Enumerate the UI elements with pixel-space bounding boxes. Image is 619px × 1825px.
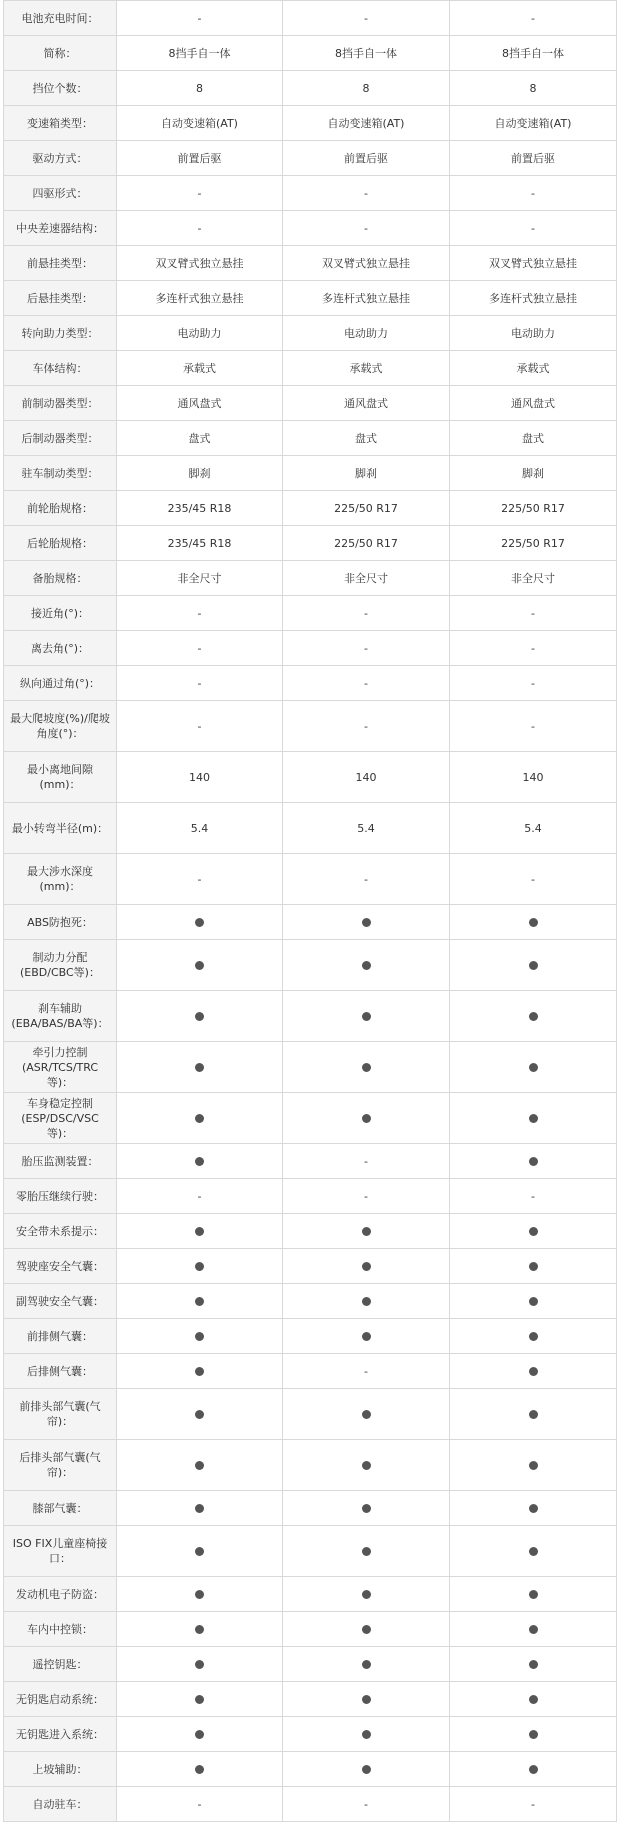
spec-value-col2: 8挡手自一体 xyxy=(283,36,450,71)
spec-value-col2: 通风盘式 xyxy=(283,386,450,421)
standard-feature-dot-icon xyxy=(529,1157,538,1166)
standard-feature-dot-icon xyxy=(362,1114,371,1123)
spec-row xyxy=(4,666,617,701)
spec-value-col3 xyxy=(450,1612,617,1647)
spec-row xyxy=(4,246,617,281)
spec-value-col2 xyxy=(283,1214,450,1249)
spec-value-col2 xyxy=(283,1752,450,1787)
standard-feature-dot-icon xyxy=(195,1695,204,1704)
spec-value-col2 xyxy=(283,1526,450,1577)
standard-feature-dot-icon xyxy=(362,1262,371,1271)
spec-value-col2: - xyxy=(283,1144,450,1179)
spec-label: 自动驻车： xyxy=(4,1787,117,1822)
spec-value-col3: - xyxy=(450,631,617,666)
spec-row xyxy=(4,1354,617,1389)
spec-row xyxy=(4,1526,617,1577)
spec-row xyxy=(4,1752,617,1787)
standard-feature-dot-icon xyxy=(529,1730,538,1739)
spec-label: 前悬挂类型： xyxy=(4,246,117,281)
spec-label: 车体结构： xyxy=(4,351,117,386)
spec-row xyxy=(4,561,617,596)
spec-value-col2: 8 xyxy=(283,71,450,106)
spec-row xyxy=(4,905,617,940)
spec-value-col3 xyxy=(450,1093,617,1144)
spec-value-col2: 5.4 xyxy=(283,803,450,854)
spec-value-col3 xyxy=(450,1682,617,1717)
standard-feature-dot-icon xyxy=(195,1063,204,1072)
spec-value-col3 xyxy=(450,1577,617,1612)
spec-label: 最大涉水深度(mm)： xyxy=(4,854,117,905)
spec-row xyxy=(4,940,617,991)
spec-value-col3 xyxy=(450,1752,617,1787)
spec-value-col1: 140 xyxy=(117,752,283,803)
spec-label: 前排侧气囊： xyxy=(4,1319,117,1354)
spec-label: 安全带未系提示： xyxy=(4,1214,117,1249)
standard-feature-dot-icon xyxy=(362,1410,371,1419)
spec-row xyxy=(4,421,617,456)
standard-feature-dot-icon xyxy=(362,1590,371,1599)
spec-value-col3 xyxy=(450,1389,617,1440)
spec-value-col3: 电动助力 xyxy=(450,316,617,351)
spec-value-col2: 承载式 xyxy=(283,351,450,386)
spec-value-col2: 自动变速箱(AT) xyxy=(283,106,450,141)
standard-feature-dot-icon xyxy=(529,1660,538,1669)
standard-feature-dot-icon xyxy=(529,1114,538,1123)
spec-value-col2: - xyxy=(283,666,450,701)
spec-value-col2: 脚刹 xyxy=(283,456,450,491)
spec-value-col2 xyxy=(283,1249,450,1284)
standard-feature-dot-icon xyxy=(362,961,371,970)
spec-row xyxy=(4,1249,617,1284)
spec-value-col2: - xyxy=(283,631,450,666)
spec-row xyxy=(4,351,617,386)
standard-feature-dot-icon xyxy=(195,1157,204,1166)
standard-feature-dot-icon xyxy=(529,1765,538,1774)
spec-value-col2: 盘式 xyxy=(283,421,450,456)
spec-value-col1 xyxy=(117,1752,283,1787)
spec-row xyxy=(4,1389,617,1440)
spec-value-col1: 通风盘式 xyxy=(117,386,283,421)
spec-label: 发动机电子防盗： xyxy=(4,1577,117,1612)
spec-value-col2: 225/50 R17 xyxy=(283,526,450,561)
spec-value-col3 xyxy=(450,1491,617,1526)
spec-value-col3 xyxy=(450,940,617,991)
spec-label: 制动力分配(EBD/CBC等)： xyxy=(4,940,117,991)
standard-feature-dot-icon xyxy=(362,1660,371,1669)
spec-table-body xyxy=(4,1,617,1822)
spec-value-col1 xyxy=(117,1284,283,1319)
spec-value-col3 xyxy=(450,1526,617,1577)
spec-value-col1 xyxy=(117,940,283,991)
spec-value-col3: 5.4 xyxy=(450,803,617,854)
spec-value-col1: 电动助力 xyxy=(117,316,283,351)
spec-value-col1 xyxy=(117,1144,283,1179)
spec-row xyxy=(4,1491,617,1526)
standard-feature-dot-icon xyxy=(529,1504,538,1513)
spec-row xyxy=(4,106,617,141)
spec-label: 无钥匙进入系统： xyxy=(4,1717,117,1752)
spec-row xyxy=(4,36,617,71)
spec-value-col3 xyxy=(450,1284,617,1319)
spec-value-col1 xyxy=(117,905,283,940)
spec-value-col2 xyxy=(283,1440,450,1491)
spec-value-col1: - xyxy=(117,1179,283,1214)
spec-value-col1: 前置后驱 xyxy=(117,141,283,176)
standard-feature-dot-icon xyxy=(195,961,204,970)
spec-value-col2: 140 xyxy=(283,752,450,803)
spec-value-col3 xyxy=(450,1354,617,1389)
standard-feature-dot-icon xyxy=(529,1410,538,1419)
spec-value-col2: 双叉臂式独立悬挂 xyxy=(283,246,450,281)
spec-value-col1: 235/45 R18 xyxy=(117,526,283,561)
spec-value-col1: - xyxy=(117,176,283,211)
spec-row xyxy=(4,854,617,905)
spec-value-col1 xyxy=(117,1389,283,1440)
spec-value-col1: 双叉臂式独立悬挂 xyxy=(117,246,283,281)
spec-value-col3: - xyxy=(450,1179,617,1214)
standard-feature-dot-icon xyxy=(529,1262,538,1271)
spec-value-col3 xyxy=(450,905,617,940)
spec-value-col2 xyxy=(283,1319,450,1354)
standard-feature-dot-icon xyxy=(195,1332,204,1341)
spec-row xyxy=(4,1042,617,1093)
spec-value-col1: 8 xyxy=(117,71,283,106)
spec-row xyxy=(4,176,617,211)
spec-row xyxy=(4,1577,617,1612)
spec-value-col2 xyxy=(283,1389,450,1440)
standard-feature-dot-icon xyxy=(195,1297,204,1306)
standard-feature-dot-icon xyxy=(529,918,538,927)
spec-label: 最小转弯半径(m)： xyxy=(4,803,117,854)
spec-label: 最小离地间隙(mm)： xyxy=(4,752,117,803)
spec-row xyxy=(4,141,617,176)
spec-row xyxy=(4,803,617,854)
spec-label: 变速箱类型： xyxy=(4,106,117,141)
spec-row xyxy=(4,386,617,421)
spec-label: 接近角(°)： xyxy=(4,596,117,631)
spec-label: ABS防抱死： xyxy=(4,905,117,940)
spec-value-col2 xyxy=(283,1612,450,1647)
standard-feature-dot-icon xyxy=(362,1625,371,1634)
spec-value-col1 xyxy=(117,1093,283,1144)
spec-label: 上坡辅助： xyxy=(4,1752,117,1787)
standard-feature-dot-icon xyxy=(529,1461,538,1470)
spec-label: 前轮胎规格： xyxy=(4,491,117,526)
spec-value-col1: 多连杆式独立悬挂 xyxy=(117,281,283,316)
standard-feature-dot-icon xyxy=(195,1547,204,1556)
spec-value-col3 xyxy=(450,1214,617,1249)
spec-value-col2 xyxy=(283,1647,450,1682)
spec-value-col1 xyxy=(117,1491,283,1526)
spec-value-col3: - xyxy=(450,1787,617,1822)
spec-row xyxy=(4,281,617,316)
spec-value-col1 xyxy=(117,1717,283,1752)
spec-value-col1 xyxy=(117,991,283,1042)
spec-value-col2 xyxy=(283,991,450,1042)
standard-feature-dot-icon xyxy=(529,1063,538,1072)
spec-value-col2 xyxy=(283,1682,450,1717)
spec-label: 简称： xyxy=(4,36,117,71)
spec-row xyxy=(4,991,617,1042)
standard-feature-dot-icon xyxy=(362,1504,371,1513)
spec-value-col1 xyxy=(117,1354,283,1389)
spec-value-col2: - xyxy=(283,1,450,36)
spec-row xyxy=(4,316,617,351)
spec-value-col2 xyxy=(283,940,450,991)
standard-feature-dot-icon xyxy=(529,1332,538,1341)
standard-feature-dot-icon xyxy=(362,1547,371,1556)
spec-label: 副驾驶安全气囊： xyxy=(4,1284,117,1319)
spec-value-col1 xyxy=(117,1647,283,1682)
spec-value-col2: - xyxy=(283,176,450,211)
spec-value-col2: - xyxy=(283,854,450,905)
spec-value-col2 xyxy=(283,1491,450,1526)
spec-label: 驻车制动类型： xyxy=(4,456,117,491)
spec-value-col3: 140 xyxy=(450,752,617,803)
spec-row xyxy=(4,1,617,36)
spec-label: 后排头部气囊(气帘)： xyxy=(4,1440,117,1491)
standard-feature-dot-icon xyxy=(195,1461,204,1470)
spec-value-col3: 前置后驱 xyxy=(450,141,617,176)
spec-value-col1: 非全尺寸 xyxy=(117,561,283,596)
spec-value-col3: - xyxy=(450,666,617,701)
spec-value-col2 xyxy=(283,1577,450,1612)
spec-value-col1 xyxy=(117,1214,283,1249)
standard-feature-dot-icon xyxy=(195,1765,204,1774)
spec-value-col3 xyxy=(450,1319,617,1354)
spec-value-col2: 多连杆式独立悬挂 xyxy=(283,281,450,316)
spec-row xyxy=(4,1284,617,1319)
spec-value-col2: - xyxy=(283,701,450,752)
spec-label: ISO FIX儿童座椅接口： xyxy=(4,1526,117,1577)
spec-label: 最大爬坡度(%)/爬坡角度(°)： xyxy=(4,701,117,752)
spec-label: 牵引力控制(ASR/TCS/TRC等)： xyxy=(4,1042,117,1093)
spec-value-col1 xyxy=(117,1440,283,1491)
spec-value-col2: - xyxy=(283,1354,450,1389)
spec-value-col3: - xyxy=(450,854,617,905)
spec-label: 后悬挂类型： xyxy=(4,281,117,316)
standard-feature-dot-icon xyxy=(362,1730,371,1739)
spec-label: 零胎压继续行驶： xyxy=(4,1179,117,1214)
spec-value-col2: - xyxy=(283,1787,450,1822)
spec-value-col3: 非全尺寸 xyxy=(450,561,617,596)
spec-row xyxy=(4,1179,617,1214)
spec-row xyxy=(4,1717,617,1752)
spec-label: 电池充电时间： xyxy=(4,1,117,36)
spec-label: 无钥匙启动系统： xyxy=(4,1682,117,1717)
spec-value-col3 xyxy=(450,1647,617,1682)
standard-feature-dot-icon xyxy=(195,1262,204,1271)
spec-value-col2: - xyxy=(283,211,450,246)
spec-value-col1: - xyxy=(117,631,283,666)
spec-row xyxy=(4,491,617,526)
standard-feature-dot-icon xyxy=(529,1367,538,1376)
spec-label: 后轮胎规格： xyxy=(4,526,117,561)
standard-feature-dot-icon xyxy=(529,1227,538,1236)
standard-feature-dot-icon xyxy=(529,1695,538,1704)
standard-feature-dot-icon xyxy=(529,1297,538,1306)
spec-value-col3 xyxy=(450,1144,617,1179)
spec-row xyxy=(4,1440,617,1491)
standard-feature-dot-icon xyxy=(195,1660,204,1669)
standard-feature-dot-icon xyxy=(529,1625,538,1634)
standard-feature-dot-icon xyxy=(362,1461,371,1470)
spec-label: 中央差速器结构： xyxy=(4,211,117,246)
spec-value-col3: - xyxy=(450,701,617,752)
spec-value-col2: 电动助力 xyxy=(283,316,450,351)
spec-label: 刹车辅助(EBA/BAS/BA等)： xyxy=(4,991,117,1042)
spec-label: 驱动方式： xyxy=(4,141,117,176)
spec-value-col1: 8挡手自一体 xyxy=(117,36,283,71)
spec-label: 纵向通过角(°)： xyxy=(4,666,117,701)
spec-label: 备胎规格： xyxy=(4,561,117,596)
spec-value-col1 xyxy=(117,1319,283,1354)
spec-value-col2 xyxy=(283,1042,450,1093)
spec-value-col3: 承载式 xyxy=(450,351,617,386)
spec-value-col1: 脚刹 xyxy=(117,456,283,491)
spec-value-col3 xyxy=(450,1440,617,1491)
spec-value-col1 xyxy=(117,1042,283,1093)
spec-label: 胎压监测装置： xyxy=(4,1144,117,1179)
spec-value-col3 xyxy=(450,1249,617,1284)
spec-value-col1 xyxy=(117,1526,283,1577)
standard-feature-dot-icon xyxy=(195,1590,204,1599)
spec-value-col3: 自动变速箱(AT) xyxy=(450,106,617,141)
spec-value-col2: - xyxy=(283,1179,450,1214)
spec-value-col3: 225/50 R17 xyxy=(450,491,617,526)
spec-value-col2: - xyxy=(283,596,450,631)
spec-value-col3 xyxy=(450,1717,617,1752)
spec-value-col1: - xyxy=(117,1,283,36)
spec-label: 驾驶座安全气囊： xyxy=(4,1249,117,1284)
standard-feature-dot-icon xyxy=(195,1367,204,1376)
spec-value-col3: - xyxy=(450,1,617,36)
standard-feature-dot-icon xyxy=(529,1590,538,1599)
spec-label: 转向助力类型： xyxy=(4,316,117,351)
spec-value-col1 xyxy=(117,1249,283,1284)
spec-label: 车内中控锁： xyxy=(4,1612,117,1647)
spec-row xyxy=(4,1682,617,1717)
spec-row xyxy=(4,211,617,246)
spec-value-col1: 承载式 xyxy=(117,351,283,386)
spec-value-col2: 非全尺寸 xyxy=(283,561,450,596)
spec-row xyxy=(4,1144,617,1179)
standard-feature-dot-icon xyxy=(362,1695,371,1704)
spec-label: 四驱形式： xyxy=(4,176,117,211)
spec-row xyxy=(4,596,617,631)
spec-value-col2 xyxy=(283,1284,450,1319)
spec-value-col2 xyxy=(283,905,450,940)
spec-value-col3: - xyxy=(450,176,617,211)
spec-row xyxy=(4,1214,617,1249)
standard-feature-dot-icon xyxy=(362,918,371,927)
spec-value-col3: - xyxy=(450,211,617,246)
spec-value-col3: 8 xyxy=(450,71,617,106)
standard-feature-dot-icon xyxy=(195,1504,204,1513)
spec-row xyxy=(4,752,617,803)
spec-value-col1: - xyxy=(117,701,283,752)
spec-value-col1 xyxy=(117,1612,283,1647)
spec-value-col3: 225/50 R17 xyxy=(450,526,617,561)
spec-label: 后排侧气囊： xyxy=(4,1354,117,1389)
standard-feature-dot-icon xyxy=(529,1012,538,1021)
spec-value-col1 xyxy=(117,1577,283,1612)
standard-feature-dot-icon xyxy=(362,1063,371,1072)
standard-feature-dot-icon xyxy=(195,1410,204,1419)
spec-table xyxy=(3,0,617,1822)
spec-value-col3: 盘式 xyxy=(450,421,617,456)
spec-label: 前排头部气囊(气帘)： xyxy=(4,1389,117,1440)
spec-value-col3: 脚刹 xyxy=(450,456,617,491)
spec-value-col2: 225/50 R17 xyxy=(283,491,450,526)
standard-feature-dot-icon xyxy=(195,918,204,927)
spec-label: 膝部气囊： xyxy=(4,1491,117,1526)
spec-label: 离去角(°)： xyxy=(4,631,117,666)
spec-row xyxy=(4,1319,617,1354)
spec-value-col1: - xyxy=(117,1787,283,1822)
spec-row xyxy=(4,456,617,491)
spec-value-col1 xyxy=(117,1682,283,1717)
spec-label: 前制动器类型： xyxy=(4,386,117,421)
spec-value-col1: 5.4 xyxy=(117,803,283,854)
standard-feature-dot-icon xyxy=(195,1227,204,1236)
standard-feature-dot-icon xyxy=(529,1547,538,1556)
spec-value-col3: 双叉臂式独立悬挂 xyxy=(450,246,617,281)
spec-value-col1: 盘式 xyxy=(117,421,283,456)
spec-row xyxy=(4,1787,617,1822)
standard-feature-dot-icon xyxy=(362,1765,371,1774)
spec-row xyxy=(4,631,617,666)
spec-label: 车身稳定控制(ESP/DSC/VSC等)： xyxy=(4,1093,117,1144)
spec-row xyxy=(4,701,617,752)
spec-label: 挡位个数： xyxy=(4,71,117,106)
standard-feature-dot-icon xyxy=(362,1227,371,1236)
standard-feature-dot-icon xyxy=(195,1625,204,1634)
spec-value-col3 xyxy=(450,1042,617,1093)
spec-row xyxy=(4,1093,617,1144)
spec-row xyxy=(4,1612,617,1647)
spec-value-col2 xyxy=(283,1717,450,1752)
spec-value-col3: 通风盘式 xyxy=(450,386,617,421)
standard-feature-dot-icon xyxy=(195,1114,204,1123)
standard-feature-dot-icon xyxy=(362,1332,371,1341)
spec-value-col1: 235/45 R18 xyxy=(117,491,283,526)
spec-value-col3 xyxy=(450,991,617,1042)
spec-value-col2 xyxy=(283,1093,450,1144)
spec-row xyxy=(4,71,617,106)
spec-value-col1: - xyxy=(117,854,283,905)
spec-value-col1: - xyxy=(117,666,283,701)
spec-value-col1: 自动变速箱(AT) xyxy=(117,106,283,141)
spec-label: 遥控钥匙： xyxy=(4,1647,117,1682)
spec-value-col3: 8挡手自一体 xyxy=(450,36,617,71)
spec-value-col1: - xyxy=(117,596,283,631)
spec-value-col2: 前置后驱 xyxy=(283,141,450,176)
spec-value-col1: - xyxy=(117,211,283,246)
standard-feature-dot-icon xyxy=(195,1730,204,1739)
standard-feature-dot-icon xyxy=(529,961,538,970)
spec-label: 后制动器类型： xyxy=(4,421,117,456)
standard-feature-dot-icon xyxy=(195,1012,204,1021)
standard-feature-dot-icon xyxy=(362,1012,371,1021)
spec-row xyxy=(4,1647,617,1682)
spec-value-col3: - xyxy=(450,596,617,631)
standard-feature-dot-icon xyxy=(362,1297,371,1306)
spec-value-col3: 多连杆式独立悬挂 xyxy=(450,281,617,316)
spec-row xyxy=(4,526,617,561)
